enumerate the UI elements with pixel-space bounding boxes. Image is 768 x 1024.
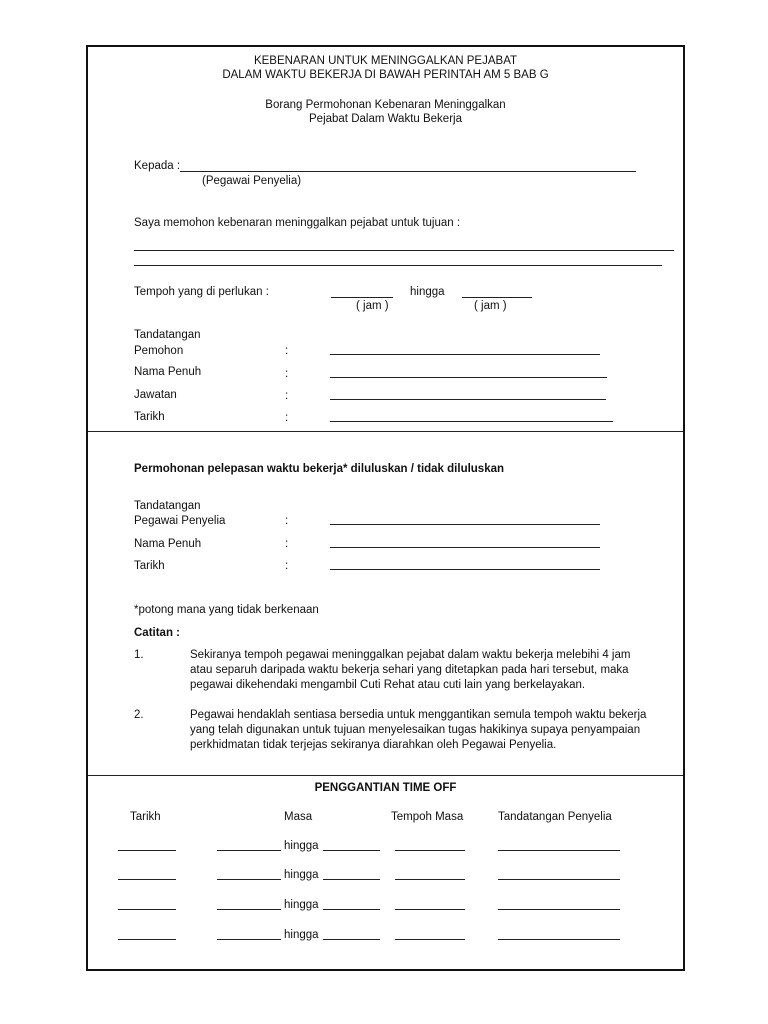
form-subtitle-line2: Pejabat Dalam Waktu Bekerja: [309, 113, 462, 125]
applicant-position-label: Jawatan: [134, 389, 177, 401]
time-off-col-masa: Masa: [284, 811, 313, 823]
tempoh-start-line[interactable]: [331, 297, 393, 298]
time-off-row-date-line[interactable]: [118, 879, 176, 880]
tempoh-hingga: hingga: [410, 286, 445, 298]
supervisor-name-line[interactable]: [330, 547, 600, 548]
note-2-number: 2.: [134, 709, 144, 721]
approval-statement: Permohonan pelepasan waktu bekerja* diluluskan / tidak diluluskan: [134, 463, 505, 475]
form-title-line1: KEBENARAN UNTUK MENINGGALKAN PEJABAT: [253, 55, 518, 67]
time-off-row-date-line[interactable]: [118, 850, 176, 851]
time-off-row-masa-end-line[interactable]: [323, 909, 380, 910]
note-1-line-3: pegawai dikehendaki mengambil Cuti Rehat atau cuti lain yang berkelayakan.: [190, 679, 586, 691]
note-1-number: 1.: [134, 649, 144, 661]
applicant-date-colon: :: [285, 412, 289, 424]
time-off-col-tandatangan: Tandatangan Penyelia: [498, 811, 612, 823]
applicant-date-label: Tarikh: [134, 411, 165, 423]
section-divider-2: [88, 775, 683, 776]
time-off-row-tempoh-line[interactable]: [395, 909, 465, 910]
time-off-col-tarikh: Tarikh: [130, 811, 161, 823]
supervisor-date-colon: :: [285, 560, 289, 572]
applicant-position-colon: :: [285, 390, 289, 402]
supervisor-name-label: Nama Penuh: [134, 538, 202, 550]
kepada-line[interactable]: [180, 171, 636, 172]
note-1-line-2: atau separuh daripada waktu bekerja sehari yang ditetapkan pada hari tersebut, maka: [190, 664, 629, 676]
applicant-name-label: Nama Penuh: [134, 366, 202, 378]
form-title-line2: DALAM WAKTU BEKERJA DI BAWAH PERINTAH AM 5 BAB G: [222, 69, 549, 81]
time-off-row-masa-start-line[interactable]: [217, 939, 281, 940]
applicant-date-line[interactable]: [330, 421, 613, 422]
tempoh-start-unit: ( jam ): [356, 300, 389, 312]
note-2-line-2: yang telah digunakan untuk tujuan menyelesaikan tugas hakikinya supaya penyampaian: [190, 724, 641, 736]
time-off-row-masa-end-line[interactable]: [323, 879, 380, 880]
supervisor-signature-line[interactable]: [330, 524, 600, 525]
applicant-signature-label: Tandatangan: [134, 329, 201, 341]
time-off-heading: PENGGANTIAN TIME OFF: [314, 782, 457, 794]
purpose-label: Saya memohon kebenaran meninggalkan pejabat untuk tujuan :: [134, 217, 461, 229]
time-off-row-date-line[interactable]: [118, 909, 176, 910]
time-off-row-tempoh-line[interactable]: [395, 939, 465, 940]
note-2-line-3: perkhidmatan tidak terjejas sekiranya diarahkan oleh Pegawai Penyelia.: [190, 739, 557, 751]
time-off-row-tempoh-line[interactable]: [395, 879, 465, 880]
applicant-name-line[interactable]: [330, 377, 607, 378]
time-off-row-masa-start-line[interactable]: [217, 909, 281, 910]
tempoh-end-unit: ( jam ): [474, 300, 507, 312]
purpose-line-1[interactable]: [134, 250, 674, 251]
section-divider-1: [88, 431, 683, 432]
tempoh-end-line[interactable]: [462, 297, 532, 298]
note-1-line-1: Sekiranya tempoh pegawai meninggalkan pejabat dalam waktu bekerja melebihi 4 jam: [190, 649, 631, 661]
kepada-hint: (Pegawai Penyelia): [202, 175, 302, 187]
purpose-line-2[interactable]: [134, 265, 662, 266]
applicant-position-line[interactable]: [330, 399, 606, 400]
notes-heading: Catitan :: [134, 627, 180, 639]
time-off-row-masa-start-line[interactable]: [217, 850, 281, 851]
time-off-row-masa-start-line[interactable]: [217, 879, 281, 880]
time-off-row-date-line[interactable]: [118, 939, 176, 940]
note-2-line-1: Pegawai hendaklah sentiasa bersedia untuk menggantikan semula tempoh waktu bekerja: [190, 709, 647, 721]
applicant-signature-line[interactable]: [330, 354, 600, 355]
supervisor-name-colon: :: [285, 538, 289, 550]
time-off-row-signature-line[interactable]: [498, 939, 620, 940]
time-off-col-tempoh: Tempoh Masa: [391, 811, 464, 823]
supervisor-signature-label2: Pegawai Penyelia: [134, 515, 226, 527]
supervisor-date-label: Tarikh: [134, 560, 165, 572]
form-frame: [86, 45, 685, 971]
applicant-name-colon: :: [285, 368, 289, 380]
time-off-row-signature-line[interactable]: [498, 879, 620, 880]
kepada-label: Kepada :: [134, 160, 181, 172]
tempoh-label: Tempoh yang di perlukan :: [134, 286, 269, 298]
applicant-signature-label2: Pemohon: [134, 345, 184, 357]
supervisor-signature-colon: :: [285, 515, 289, 527]
form-subtitle-line1: Borang Permohonan Kebenaran Meninggalkan: [265, 99, 506, 111]
time-off-row-signature-line[interactable]: [498, 850, 620, 851]
time-off-row-tempoh-line[interactable]: [395, 850, 465, 851]
time-off-row-hingga: hingga: [284, 899, 319, 911]
time-off-row-masa-end-line[interactable]: [323, 850, 380, 851]
supervisor-signature-label: Tandatangan: [134, 500, 201, 512]
time-off-row-hingga: hingga: [284, 869, 319, 881]
footnote: *potong mana yang tidak berkenaan: [134, 604, 319, 616]
supervisor-date-line[interactable]: [330, 569, 600, 570]
time-off-row-hingga: hingga: [284, 840, 319, 852]
time-off-row-signature-line[interactable]: [498, 909, 620, 910]
time-off-row-masa-end-line[interactable]: [323, 939, 380, 940]
time-off-row-hingga: hingga: [284, 929, 319, 941]
applicant-signature-colon: :: [285, 345, 289, 357]
